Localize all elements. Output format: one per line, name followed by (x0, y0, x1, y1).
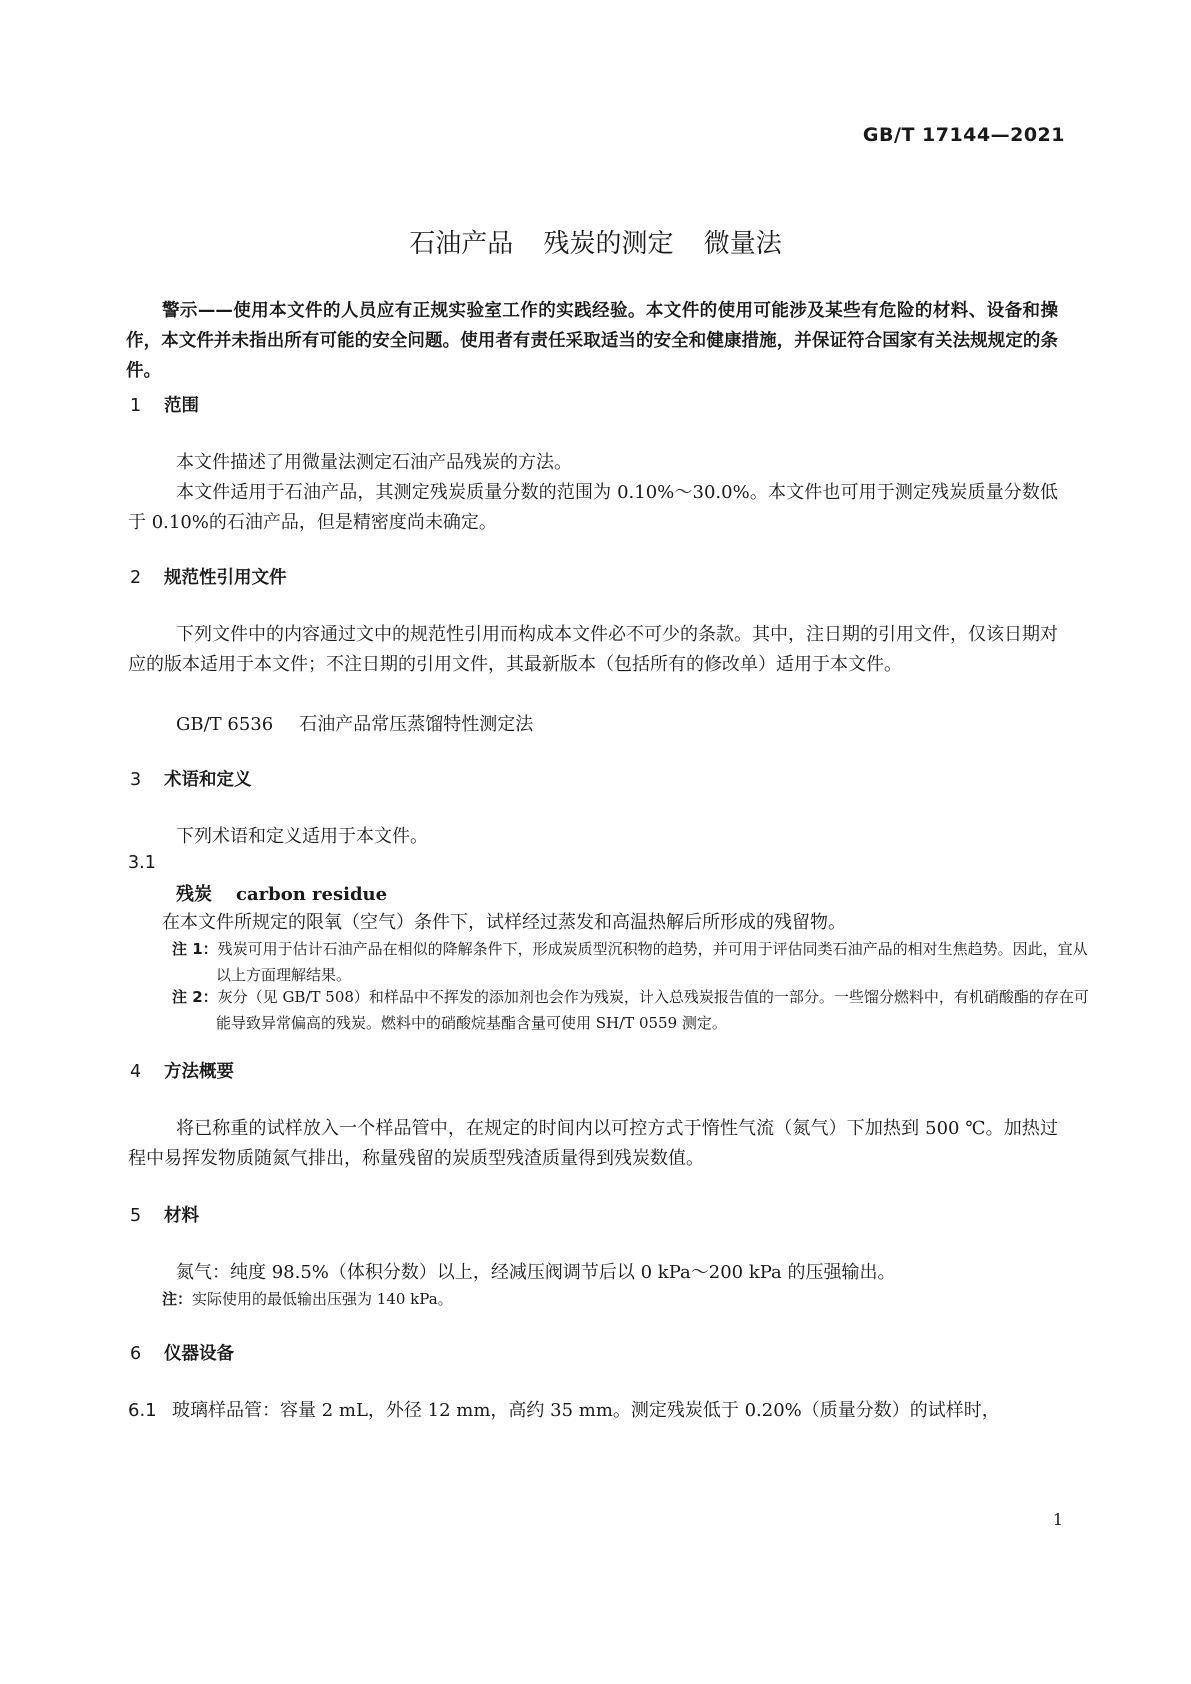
section-3-paragraph-1: 下列术语和定义适用于本文件。 (176, 826, 428, 847)
section-1-paragraph-2: 本文件适用于石油产品，其测定残炭质量分数的范围为 0.10%～30.0%。本文件也可用于测定残炭质量分数低于 0.10%的石油产品，但是精密度尚未确定。 (128, 482, 1058, 533)
section-5-note (162, 1286, 1048, 1312)
section-1-heading (130, 392, 199, 417)
term-definition: 在本文件所规定的限氧（空气）条件下，试样经过蒸发和高温热解后所形成的残留物。 (162, 912, 846, 933)
section-number: 4 (130, 1062, 142, 1082)
document-title: 石油产品 残炭的测定 微量法 (409, 229, 782, 259)
section-number: 3 (130, 770, 142, 790)
section-number: 2 (130, 568, 142, 588)
note-2 (172, 984, 1102, 1036)
section-2-paragraph-1: 下列文件中的内容通过文中的规范性引用而构成本文件必不可少的条款。其中，注日期的引用文件，仅该日期对应的版本适用于本文件；不注日期的引用文件，其最新版本（包括所有的修改单）适用于本文件。 (128, 624, 1058, 675)
subsection-number: 6.1 (128, 1400, 157, 1421)
section-number: 6 (130, 1344, 142, 1364)
subsection-6-1 (128, 1396, 1058, 1426)
section-title: 方法概要 (164, 1062, 234, 1082)
note-label: 注 2： (172, 988, 218, 1006)
subsection-text: 玻璃样品管：容量 2 mL，外径 12 mm，高约 35 mm。测定残炭低于 0.20%（质量分数）的试样时， (172, 1400, 1000, 1421)
section-title: 仪器设备 (164, 1344, 234, 1364)
note-label: 注 1： (172, 940, 218, 958)
page-number: 1 (1052, 1510, 1063, 1529)
reference-code: GB/T 6536 (176, 714, 274, 735)
section-title: 术语和定义 (164, 770, 252, 790)
section-1-paragraph-1: 本文件描述了用微量法测定石油产品残炭的方法。 (176, 452, 572, 473)
standard-code: GB/T 17144—2021 (862, 124, 1065, 146)
section-2-heading (130, 564, 287, 589)
section-number: 1 (130, 396, 142, 416)
section-3-heading (130, 766, 252, 791)
section-5-paragraph-1: 氮气：纯度 98.5%（体积分数）以上，经减压阀调节后以 0 kPa～200 kPa 的压强输出。 (176, 1262, 896, 1283)
term-number: 3.1 (128, 853, 156, 873)
term-english: carbon residue (236, 884, 388, 905)
section-title: 材料 (164, 1206, 199, 1226)
section-6-heading (130, 1340, 234, 1365)
warning-paragraph: 警示——使用本文件的人员应有正规实验室工作的实践经验。本文件的使用可能涉及某些有危险的材料、设备和操作，本文件并未指出所有可能的安全问题。使用者有责任采取适当的安全和健康措施，并保证符合国家有关法规规定的条件。 (126, 301, 1058, 381)
normative-reference (176, 710, 533, 736)
note-text: 残炭可用于估计石油产品在相似的降解条件下，形成炭质型沉积物的趋势，并可用于评估同类石油产品的相对生焦趋势。因此，宜从以上方面理解结果。 (216, 940, 1088, 984)
note-text: 实际使用的最低输出压强为 140 kPa。 (192, 1290, 453, 1308)
section-title: 规范性引用文件 (164, 568, 287, 588)
section-number: 5 (130, 1206, 142, 1226)
section-5-heading (130, 1202, 199, 1227)
section-title: 范围 (164, 396, 199, 416)
section-4-heading (130, 1058, 234, 1083)
note-label: 注： (162, 1290, 193, 1308)
note-text: 灰分（见 GB/T 508）和样品中不挥发的添加剂也会作为残炭，计入总残炭报告值的一部分。一些馏分燃料中，有机硝酸酯的存在可能导致异常偏高的残炭。燃料中的硝酸烷基酯含量可使用 SH/T 0559 测定。 (216, 988, 1089, 1032)
term-chinese: 残炭 (176, 884, 212, 905)
note-1 (172, 936, 1102, 988)
term-heading (176, 880, 387, 906)
section-4-paragraph-1: 将已称重的试样放入一个样品管中，在规定的时间内以可控方式于惰性气流（氮气）下加热到 500 ℃。加热过程中易挥发物质随氮气排出，称量残留的炭质型残渣质量得到残炭数值。 (128, 1118, 1058, 1169)
reference-title: 石油产品常压蒸馏特性测定法 (299, 714, 534, 735)
